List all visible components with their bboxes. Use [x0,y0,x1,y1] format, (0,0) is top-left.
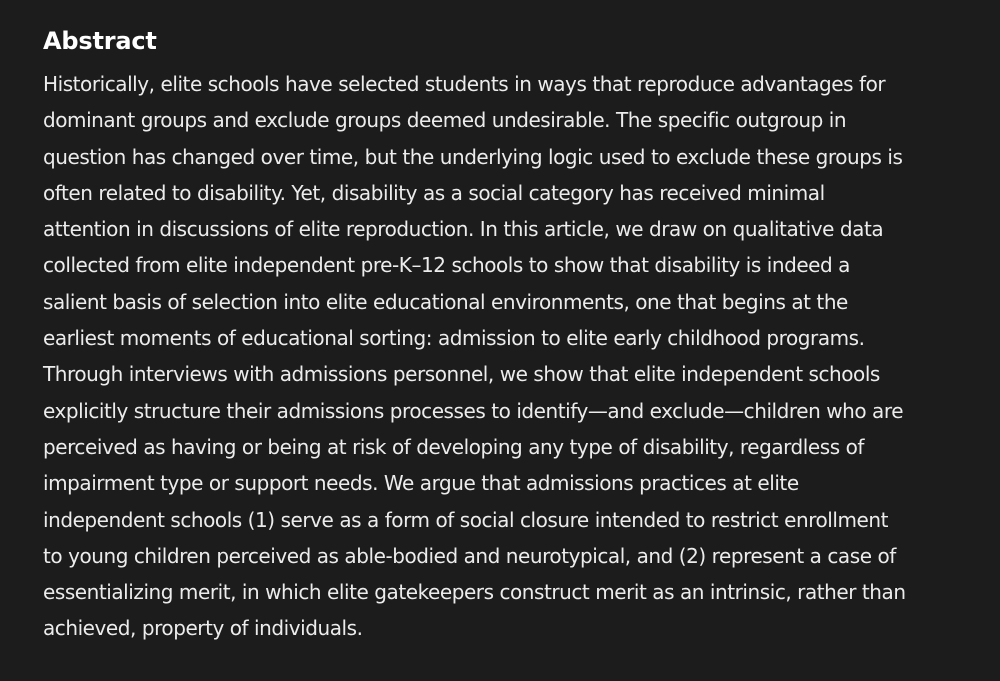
abstract-heading: Abstract [43,27,157,55]
abstract-line: independent schools (1) serve as a form of social closure intended to restrict enrollment [43,507,889,532]
abstract-line: Through interviews with admissions personnel, we show that elite independent schools [43,362,880,387]
abstract-line: question has changed over time, but the underlying logic used to exclude these groups is [43,144,903,169]
abstract-line: earliest moments of educational sorting: admission to elite early childhood programs. [43,326,865,351]
abstract-line: attention in discussions of elite reproduction. In this article, we draw on qualitative data [43,217,884,242]
abstract-line: collected from elite independent pre-K–12 schools to show that disability is indeed a [43,253,850,278]
abstract-section [43,26,973,647]
abstract-line: impairment type or support needs. We argue that admissions practices at elite [43,471,799,496]
abstract-line: often related to disability. Yet, disability as a social category has received minimal [43,180,825,205]
abstract-line: explicitly structure their admissions processes to identify—and exclude—children who are [43,398,904,423]
abstract-line: perceived as having or being at risk of developing any type of disability, regardless of [43,434,864,459]
abstract-line: dominant groups and exclude groups deemed undesirable. The specific outgroup in [43,108,847,133]
abstract-line: essentializing merit, in which elite gatekeepers construct merit as an intrinsic, rather than [43,580,906,605]
abstract-line: Historically, elite schools have selected students in ways that reproduce advantages for [43,72,886,96]
abstract-text [43,66,973,647]
abstract-line: to young children perceived as able-bodied and neurotypical, and (2) represent a case of [43,543,896,568]
abstract-line: salient basis of selection into elite educational environments, one that begins at the [43,289,848,314]
abstract-line: achieved, property of individuals. [43,616,363,641]
